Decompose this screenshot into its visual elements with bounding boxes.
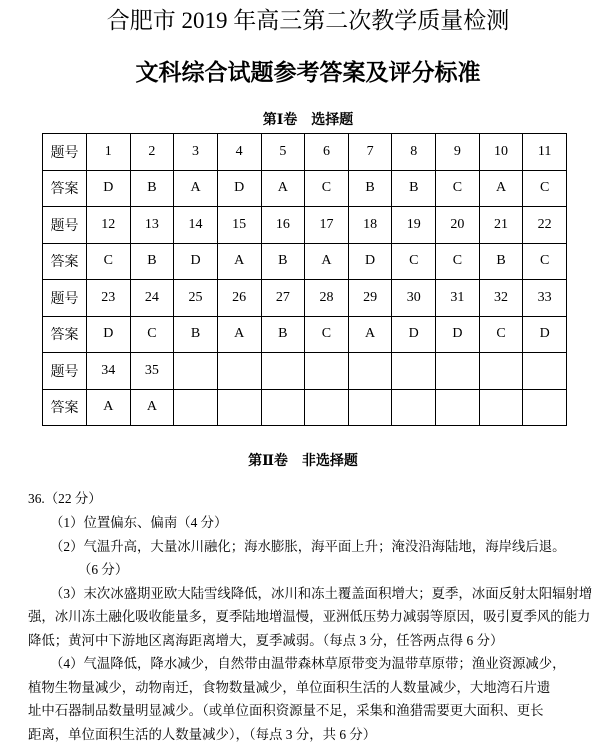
answer-cell: D: [174, 243, 218, 280]
row-label: 题号: [43, 280, 87, 317]
row-label: 答案: [43, 316, 87, 353]
answer-cell: D: [86, 170, 130, 207]
answer-cell: B: [130, 170, 174, 207]
answer-line: 址中石器制品数量明显减少。（或单位面积资源量不足，采集和渔猎需要更大面积、更长: [28, 703, 544, 718]
question-number-cell: 23: [86, 280, 130, 317]
question-number-row: [43, 280, 567, 317]
answer-cell: B: [261, 243, 305, 280]
answer-cell: A: [348, 316, 392, 353]
question-number-cell: 30: [392, 280, 436, 317]
question-number-cell: 6: [305, 134, 349, 171]
answer-cell: C: [479, 316, 523, 353]
answer-cell: B: [174, 316, 218, 353]
answer-cell: [174, 389, 218, 426]
question-number-cell: [436, 353, 480, 390]
answer-cell: C: [130, 316, 174, 353]
answer-row: [43, 316, 567, 353]
row-label: 答案: [43, 170, 87, 207]
question-number-cell: 21: [479, 207, 523, 244]
question-number-cell: [348, 353, 392, 390]
answer-cell: D: [348, 243, 392, 280]
answer-line: 距离，单位面积生活的人数量减少），（每点 3 分，共 6 分）: [28, 727, 377, 742]
question-number-cell: 15: [217, 207, 261, 244]
answer-cell: [392, 389, 436, 426]
question-36-header: 36.（22 分）: [28, 491, 102, 506]
question-number-cell: 7: [348, 134, 392, 171]
answer-cell: B: [348, 170, 392, 207]
question-number-cell: 22: [523, 207, 567, 244]
question-number-cell: 33: [523, 280, 567, 317]
section-heading-2: 第Ⅱ卷 非选择题: [248, 454, 358, 469]
answer-cell: D: [523, 316, 567, 353]
answer-cell: [479, 389, 523, 426]
answer-cell: [436, 389, 480, 426]
question-number-cell: 34: [86, 353, 130, 390]
question-number-cell: [305, 353, 349, 390]
answer-cell: [261, 389, 305, 426]
row-label: 题号: [43, 207, 87, 244]
answer-cell: C: [436, 243, 480, 280]
question-number-cell: 26: [217, 280, 261, 317]
question-number-cell: 11: [523, 134, 567, 171]
question-number-cell: 19: [392, 207, 436, 244]
answer-cell: A: [130, 389, 174, 426]
question-number-cell: 27: [261, 280, 305, 317]
answer-cell: D: [392, 316, 436, 353]
question-number-cell: 29: [348, 280, 392, 317]
answer-cell: A: [305, 243, 349, 280]
row-label: 答案: [43, 243, 87, 280]
answer-cell: A: [217, 316, 261, 353]
question-number-row: [43, 134, 567, 171]
answer-cell: [523, 389, 567, 426]
question-number-cell: [261, 353, 305, 390]
answer-cell: C: [86, 243, 130, 280]
answer-line: （6 分）: [78, 562, 129, 577]
answer-line: （2）气温升高，大量冰川融化；海水膨胀，海平面上升；淹没沿海陆地，海岸线后退。: [50, 539, 566, 554]
answer-cell: C: [392, 243, 436, 280]
answer-cell: A: [174, 170, 218, 207]
question-number-cell: 24: [130, 280, 174, 317]
answer-cell: [305, 389, 349, 426]
answer-cell: B: [479, 243, 523, 280]
answer-row: [43, 389, 567, 426]
row-label: 题号: [43, 134, 87, 171]
question-number-cell: 18: [348, 207, 392, 244]
question-number-row: [43, 353, 567, 390]
question-number-cell: 16: [261, 207, 305, 244]
question-number-cell: 17: [305, 207, 349, 244]
question-number-cell: 35: [130, 353, 174, 390]
row-label: 题号: [43, 353, 87, 390]
answer-cell: B: [392, 170, 436, 207]
answer-row: [43, 170, 567, 207]
question-number-cell: 8: [392, 134, 436, 171]
answer-cell: A: [217, 243, 261, 280]
question-number-cell: [392, 353, 436, 390]
answer-cell: A: [479, 170, 523, 207]
question-number-cell: 5: [261, 134, 305, 171]
answer-cell: [217, 389, 261, 426]
answer-cell: C: [523, 170, 567, 207]
answer-cell: D: [86, 316, 130, 353]
row-label: 答案: [43, 389, 87, 426]
answer-cell: D: [217, 170, 261, 207]
question-number-cell: [174, 353, 218, 390]
answer-line: 植物生物量减少，动物南迁，食物数量减少，单位面积生活的人数量减少，大地湾石片遗: [28, 680, 551, 695]
document-subtitle: 文科综合试题参考答案及评分标准: [135, 60, 481, 85]
answer-cell: D: [436, 316, 480, 353]
answer-cell: [348, 389, 392, 426]
question-number-cell: 14: [174, 207, 218, 244]
question-number-cell: 2: [130, 134, 174, 171]
question-number-cell: 28: [305, 280, 349, 317]
answer-cell: C: [305, 170, 349, 207]
question-number-cell: 12: [86, 207, 130, 244]
question-number-cell: [523, 353, 567, 390]
question-number-cell: 13: [130, 207, 174, 244]
question-number-cell: 1: [86, 134, 130, 171]
answer-cell: C: [305, 316, 349, 353]
answer-line: （4）气温降低，降水减少，自然带由温带森林草原带变为温带草原带；渔业资源减少，: [50, 656, 566, 671]
question-number-cell: 9: [436, 134, 480, 171]
answer-line: 强，冰川冻土融化吸收能量多，夏季陆地增温慢，亚洲低压势力减弱等原因，吸引夏季风的能力: [28, 609, 591, 624]
question-number-cell: [479, 353, 523, 390]
answer-line: 降低；黄河中下游地区离海距离增大，夏季减弱。（每点 3 分，任答两点得 6 分）: [28, 633, 504, 648]
question-number-cell: 25: [174, 280, 218, 317]
question-number-row: [43, 207, 567, 244]
answer-line: （1）位置偏东、偏南（4 分）: [50, 515, 228, 530]
answer-cell: A: [86, 389, 130, 426]
question-number-cell: 32: [479, 280, 523, 317]
answer-cell: A: [261, 170, 305, 207]
document-title: 合肥市 2019 年高三第二次教学质量检测: [106, 8, 510, 33]
question-number-cell: 4: [217, 134, 261, 171]
answer-cell: B: [130, 243, 174, 280]
answer-row: [43, 243, 567, 280]
section-heading-1: 第Ⅰ卷 选择题: [262, 113, 354, 128]
answer-line: （3）末次冰盛期亚欧大陆雪线降低，冰川和冻土覆盖面积增大；夏季，冰面反射太阳辐射增: [50, 586, 593, 601]
question-number-cell: 3: [174, 134, 218, 171]
answer-table: [42, 133, 567, 426]
answer-cell: C: [436, 170, 480, 207]
question-number-cell: 20: [436, 207, 480, 244]
question-number-cell: [217, 353, 261, 390]
question-number-cell: 31: [436, 280, 480, 317]
question-number-cell: 10: [479, 134, 523, 171]
answer-cell: B: [261, 316, 305, 353]
answer-cell: C: [523, 243, 567, 280]
